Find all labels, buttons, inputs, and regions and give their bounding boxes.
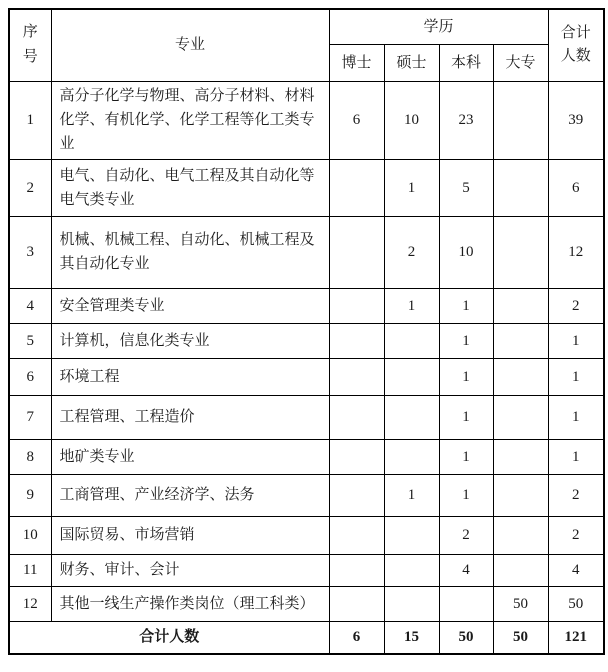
cell-row-no: 3 bbox=[9, 216, 51, 288]
cell-bachelor bbox=[439, 586, 493, 621]
cell-college: 50 bbox=[493, 586, 548, 621]
cell-college bbox=[493, 358, 548, 395]
cell-row-no: 9 bbox=[9, 474, 51, 516]
table-row bbox=[9, 395, 604, 439]
cell-major: 计算机，信息化类专业 bbox=[51, 323, 329, 358]
totals-bachelor: 50 bbox=[439, 621, 493, 654]
cell-doctor bbox=[329, 358, 384, 395]
cell-row-no: 5 bbox=[9, 323, 51, 358]
table-row bbox=[9, 439, 604, 474]
totals-total: 121 bbox=[548, 621, 604, 654]
cell-major: 机械、机械工程、自动化、机械工程及其自动化专业 bbox=[51, 216, 329, 288]
totals-master: 15 bbox=[384, 621, 439, 654]
cell-total: 4 bbox=[548, 554, 604, 586]
header-major-label: 专业 bbox=[174, 37, 205, 54]
cell-doctor bbox=[329, 216, 384, 288]
cell-master bbox=[384, 439, 439, 474]
cell-doctor bbox=[329, 323, 384, 358]
cell-college bbox=[493, 439, 548, 474]
cell-master bbox=[384, 586, 439, 621]
header-college-label: 大专 bbox=[505, 54, 536, 71]
cell-major: 国际贸易、市场营销 bbox=[51, 516, 329, 554]
table-body bbox=[9, 81, 604, 621]
cell-row-no: 12 bbox=[9, 586, 51, 621]
cell-major: 电气、自动化、电气工程及其自动化等电气类专业 bbox=[51, 159, 329, 216]
cell-major: 财务、审计、会计 bbox=[51, 554, 329, 586]
cell-doctor bbox=[329, 288, 384, 323]
cell-bachelor: 23 bbox=[439, 81, 493, 159]
header-cell-college bbox=[493, 44, 548, 81]
cell-major: 环境工程 bbox=[51, 358, 329, 395]
cell-row-no: 11 bbox=[9, 554, 51, 586]
cell-total: 1 bbox=[548, 395, 604, 439]
header-cell-bachelor bbox=[439, 44, 493, 81]
cell-doctor bbox=[329, 474, 384, 516]
cell-major: 地矿类专业 bbox=[51, 439, 329, 474]
cell-total: 2 bbox=[548, 474, 604, 516]
cell-college bbox=[493, 554, 548, 586]
cell-row-no: 6 bbox=[9, 358, 51, 395]
cell-total: 2 bbox=[548, 288, 604, 323]
cell-bachelor: 1 bbox=[439, 395, 493, 439]
cell-master: 1 bbox=[384, 474, 439, 516]
cell-bachelor: 10 bbox=[439, 216, 493, 288]
cell-major: 安全管理类专业 bbox=[51, 288, 329, 323]
cell-bachelor: 1 bbox=[439, 323, 493, 358]
cell-row-no: 8 bbox=[9, 439, 51, 474]
cell-bachelor: 2 bbox=[439, 516, 493, 554]
totals-row bbox=[9, 621, 604, 654]
table-footer bbox=[9, 621, 604, 654]
cell-doctor bbox=[329, 439, 384, 474]
table-row bbox=[9, 81, 604, 159]
cell-master bbox=[384, 395, 439, 439]
cell-college bbox=[493, 516, 548, 554]
cell-bachelor: 4 bbox=[439, 554, 493, 586]
totals-label: 合计人数 bbox=[9, 621, 329, 654]
totals-doctor: 6 bbox=[329, 621, 384, 654]
cell-total: 1 bbox=[548, 323, 604, 358]
cell-total: 6 bbox=[548, 159, 604, 216]
header-cell-master bbox=[384, 44, 439, 81]
cell-doctor: 6 bbox=[329, 81, 384, 159]
cell-row-no: 2 bbox=[9, 159, 51, 216]
cell-doctor bbox=[329, 159, 384, 216]
table-header bbox=[9, 9, 604, 81]
cell-bachelor: 1 bbox=[439, 358, 493, 395]
cell-college bbox=[493, 216, 548, 288]
table-row bbox=[9, 216, 604, 288]
header-bachelor-label: 本科 bbox=[450, 54, 481, 71]
header-no-label: 序号 bbox=[22, 24, 38, 66]
table-row bbox=[9, 474, 604, 516]
header-total-label: 合计人数 bbox=[560, 25, 591, 65]
cell-bachelor: 1 bbox=[439, 288, 493, 323]
cell-college bbox=[493, 288, 548, 323]
recruitment-table bbox=[8, 8, 605, 655]
header-cell-education bbox=[329, 9, 548, 44]
table-row bbox=[9, 358, 604, 395]
header-master-label: 硕士 bbox=[396, 54, 427, 71]
table-row bbox=[9, 288, 604, 323]
cell-major: 工商管理、产业经济学、法务 bbox=[51, 474, 329, 516]
cell-total: 1 bbox=[548, 358, 604, 395]
table-row bbox=[9, 516, 604, 554]
cell-college bbox=[493, 474, 548, 516]
cell-row-no: 10 bbox=[9, 516, 51, 554]
header-education-label: 学历 bbox=[423, 18, 454, 35]
table-row bbox=[9, 586, 604, 621]
cell-master: 1 bbox=[384, 159, 439, 216]
cell-college bbox=[493, 395, 548, 439]
cell-total: 39 bbox=[548, 81, 604, 159]
cell-college bbox=[493, 323, 548, 358]
header-cell-major bbox=[51, 9, 329, 81]
cell-college bbox=[493, 159, 548, 216]
cell-total: 1 bbox=[548, 439, 604, 474]
cell-row-no: 4 bbox=[9, 288, 51, 323]
cell-row-no: 1 bbox=[9, 81, 51, 159]
cell-major: 高分子化学与物理、高分子材料、材料化学、有机化学、化学工程等化工类专业 bbox=[51, 81, 329, 159]
cell-bachelor: 1 bbox=[439, 474, 493, 516]
cell-major: 工程管理、工程造价 bbox=[51, 395, 329, 439]
cell-bachelor: 5 bbox=[439, 159, 493, 216]
cell-bachelor: 1 bbox=[439, 439, 493, 474]
table-row bbox=[9, 159, 604, 216]
totals-college: 50 bbox=[493, 621, 548, 654]
header-cell-no bbox=[9, 9, 51, 81]
cell-master bbox=[384, 516, 439, 554]
cell-master: 1 bbox=[384, 288, 439, 323]
table-row bbox=[9, 323, 604, 358]
table-row bbox=[9, 554, 604, 586]
header-cell-doctor bbox=[329, 44, 384, 81]
cell-major: 其他一线生产操作类岗位（理工科类） bbox=[51, 586, 329, 621]
cell-row-no: 7 bbox=[9, 395, 51, 439]
cell-total: 50 bbox=[548, 586, 604, 621]
cell-master: 10 bbox=[384, 81, 439, 159]
cell-college bbox=[493, 81, 548, 159]
cell-doctor bbox=[329, 586, 384, 621]
cell-total: 2 bbox=[548, 516, 604, 554]
header-doctor-label: 博士 bbox=[341, 54, 372, 71]
cell-doctor bbox=[329, 516, 384, 554]
cell-doctor bbox=[329, 395, 384, 439]
header-cell-total bbox=[548, 9, 604, 81]
cell-total: 12 bbox=[548, 216, 604, 288]
cell-master bbox=[384, 358, 439, 395]
cell-master bbox=[384, 323, 439, 358]
cell-master: 2 bbox=[384, 216, 439, 288]
cell-master bbox=[384, 554, 439, 586]
cell-doctor bbox=[329, 554, 384, 586]
